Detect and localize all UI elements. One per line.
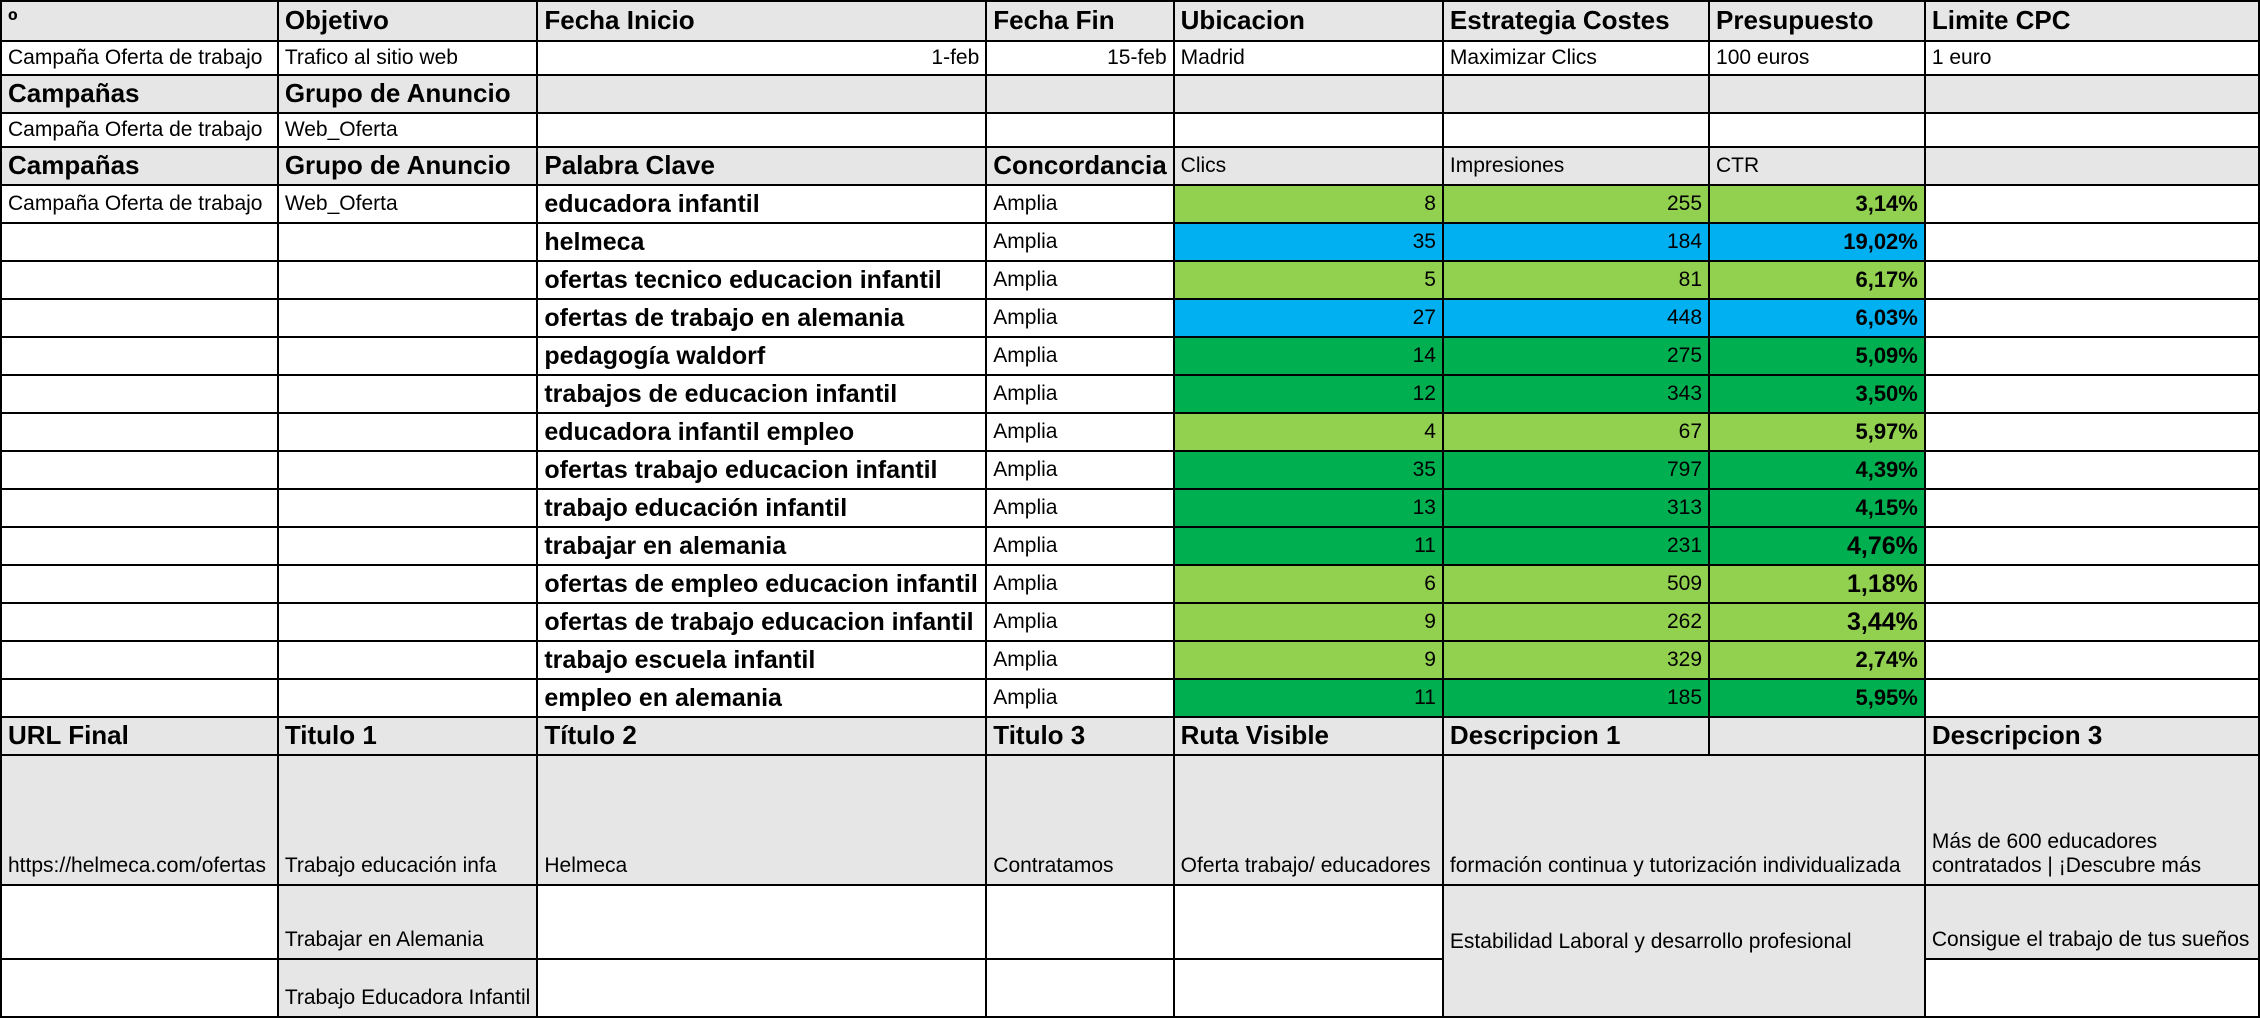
ctr-cell[interactable]: 4,39%	[1709, 451, 1925, 489]
ad-title1-cell[interactable]: Trabajo educación infa	[278, 755, 538, 885]
empty-cell[interactable]	[1174, 959, 1443, 1017]
keyword-campaign-cell[interactable]	[1, 261, 278, 299]
clicks-cell[interactable]: 6	[1174, 565, 1443, 603]
ad-header-descripcion-3[interactable]: Descripcion 3	[1925, 717, 2259, 755]
keyword-row	[1, 299, 2259, 337]
ad-desc3-cell[interactable]: Más de 600 educadores contratados | ¡Descubre más	[1925, 755, 2259, 885]
kw-header-grupo[interactable]: Grupo de Anuncio	[278, 147, 538, 185]
ad-desc3-row2-cell[interactable]: Consigue el trabajo de tus sueños	[1925, 885, 2259, 959]
campaign-location-cell[interactable]: Madrid	[1174, 41, 1443, 75]
keyword-cell[interactable]: educadora infantil	[537, 185, 986, 223]
impressions-cell[interactable]: 81	[1443, 261, 1709, 299]
ctr-cell[interactable]: 3,50%	[1709, 375, 1925, 413]
ad-header-titulo-2[interactable]: Título 2	[537, 717, 986, 755]
keyword-row	[1, 527, 2259, 565]
impressions-cell[interactable]: 262	[1443, 603, 1709, 641]
ctr-cell[interactable]: 1,18%	[1709, 565, 1925, 603]
empty-cell[interactable]	[1925, 413, 2259, 451]
ctr-cell[interactable]: 5,95%	[1709, 679, 1925, 717]
match-type-cell[interactable]: Amplia	[986, 375, 1173, 413]
empty-cell[interactable]	[986, 75, 1173, 113]
empty-cell[interactable]	[1925, 679, 2259, 717]
keyword-cell[interactable]: pedagogía waldorf	[537, 337, 986, 375]
ad-url-cell[interactable]: https://helmeca.com/ofertas	[1, 755, 278, 885]
clicks-cell[interactable]: 8	[1174, 185, 1443, 223]
keyword-group-cell[interactable]	[278, 565, 538, 603]
keyword-campaign-cell[interactable]	[1, 565, 278, 603]
campaign-strategy-cell[interactable]: Maximizar Clics	[1443, 41, 1709, 75]
empty-cell[interactable]	[537, 75, 986, 113]
impressions-cell[interactable]: 329	[1443, 641, 1709, 679]
impressions-cell[interactable]: 185	[1443, 679, 1709, 717]
clicks-cell[interactable]: 5	[1174, 261, 1443, 299]
keyword-campaign-cell[interactable]: Campaña Oferta de trabajo	[1, 185, 278, 223]
empty-cell[interactable]	[1925, 185, 2259, 223]
empty-cell[interactable]	[1925, 299, 2259, 337]
keyword-group-cell[interactable]	[278, 223, 538, 261]
keyword-group-cell[interactable]	[278, 299, 538, 337]
empty-cell[interactable]	[1925, 565, 2259, 603]
impressions-cell[interactable]: 275	[1443, 337, 1709, 375]
clicks-cell[interactable]: 35	[1174, 451, 1443, 489]
clicks-cell[interactable]: 12	[1174, 375, 1443, 413]
clicks-cell[interactable]: 27	[1174, 299, 1443, 337]
group-header-campanas[interactable]: Campañas	[1, 75, 278, 113]
ad-title1-row2-cell[interactable]: Trabajar en Alemania	[278, 885, 538, 959]
empty-cell[interactable]	[1174, 113, 1443, 147]
campaign-row	[1, 41, 2259, 75]
keyword-group-cell[interactable]	[278, 375, 538, 413]
match-type-cell[interactable]: Amplia	[986, 223, 1173, 261]
keyword-cell[interactable]: trabajos de educacion infantil	[537, 375, 986, 413]
keyword-header-row	[1, 147, 2259, 185]
match-type-cell[interactable]: Amplia	[986, 413, 1173, 451]
empty-cell[interactable]	[1174, 885, 1443, 959]
keyword-row	[1, 261, 2259, 299]
keyword-campaign-cell[interactable]	[1, 223, 278, 261]
keyword-group-cell[interactable]	[278, 679, 538, 717]
ad-title2-cell[interactable]: Helmeca	[537, 755, 986, 885]
keyword-cell[interactable]: educadora infantil empleo	[537, 413, 986, 451]
keyword-group-cell[interactable]	[278, 603, 538, 641]
keyword-campaign-cell[interactable]	[1, 299, 278, 337]
campaign-budget-cell[interactable]: 100 euros	[1709, 41, 1925, 75]
header-cell-ubicacion[interactable]: Ubicacion	[1174, 1, 1443, 41]
keyword-cell[interactable]: ofertas de trabajo en alemania	[537, 299, 986, 337]
header-cell-presupuesto[interactable]: Presupuesto	[1709, 1, 1925, 41]
empty-cell[interactable]	[537, 885, 986, 959]
match-type-cell[interactable]: Amplia	[986, 641, 1173, 679]
keyword-row	[1, 375, 2259, 413]
keyword-campaign-cell[interactable]	[1, 527, 278, 565]
ctr-cell[interactable]: 5,97%	[1709, 413, 1925, 451]
keyword-row	[1, 413, 2259, 451]
keyword-group-cell[interactable]: Web_Oferta	[278, 185, 538, 223]
empty-cell[interactable]	[537, 959, 986, 1017]
keyword-group-cell[interactable]	[278, 261, 538, 299]
campaign-cpc-cell[interactable]: 1 euro	[1925, 41, 2259, 75]
keyword-campaign-cell[interactable]	[1, 489, 278, 527]
ctr-cell[interactable]: 4,76%	[1709, 527, 1925, 565]
header-cell-fecha-inicio[interactable]: Fecha Inicio	[537, 1, 986, 41]
ad-desc1-row2-cell[interactable]: Estabilidad Laboral y desarrollo profesional	[1443, 885, 1925, 1017]
ad-title3-cell[interactable]: Contratamos	[986, 755, 1173, 885]
keyword-row	[1, 337, 2259, 375]
keyword-row	[1, 641, 2259, 679]
empty-cell[interactable]	[1925, 603, 2259, 641]
match-type-cell[interactable]: Amplia	[986, 565, 1173, 603]
empty-cell[interactable]	[1925, 337, 2259, 375]
header-cell-num[interactable]: º	[1, 1, 278, 41]
keyword-cell[interactable]: trabajar en alemania	[537, 527, 986, 565]
empty-cell[interactable]	[1925, 527, 2259, 565]
kw-header-concordancia[interactable]: Concordancia	[986, 147, 1173, 185]
match-type-cell[interactable]: Amplia	[986, 185, 1173, 223]
empty-cell[interactable]	[1925, 113, 2259, 147]
impressions-cell[interactable]: 509	[1443, 565, 1709, 603]
empty-cell[interactable]	[1925, 489, 2259, 527]
header-cell-fecha-fin[interactable]: Fecha Fin	[986, 1, 1173, 41]
group-header-grupo[interactable]: Grupo de Anuncio	[278, 75, 538, 113]
empty-cell[interactable]	[1925, 147, 2259, 185]
empty-cell[interactable]	[1925, 223, 2259, 261]
ad-header-url[interactable]: URL Final	[1, 717, 278, 755]
keyword-campaign-cell[interactable]	[1, 337, 278, 375]
keyword-group-cell[interactable]	[278, 451, 538, 489]
ctr-cell[interactable]: 4,15%	[1709, 489, 1925, 527]
ctr-cell[interactable]: 6,03%	[1709, 299, 1925, 337]
impressions-cell[interactable]: 255	[1443, 185, 1709, 223]
keyword-cell[interactable]: ofertas tecnico educacion infantil	[537, 261, 986, 299]
ctr-cell[interactable]: 3,44%	[1709, 603, 1925, 641]
clicks-cell[interactable]: 9	[1174, 603, 1443, 641]
keyword-cell[interactable]: trabajo educación infantil	[537, 489, 986, 527]
empty-cell[interactable]	[537, 113, 986, 147]
keyword-cell[interactable]: empleo en alemania	[537, 679, 986, 717]
empty-cell[interactable]	[1925, 75, 2259, 113]
keyword-row	[1, 679, 2259, 717]
ctr-cell[interactable]: 6,17%	[1709, 261, 1925, 299]
keyword-cell[interactable]: ofertas de trabajo educacion infantil	[537, 603, 986, 641]
clicks-cell[interactable]: 13	[1174, 489, 1443, 527]
keyword-group-cell[interactable]	[278, 527, 538, 565]
empty-cell[interactable]	[1709, 113, 1925, 147]
keyword-cell[interactable]: ofertas trabajo educacion infantil	[537, 451, 986, 489]
match-type-cell[interactable]: Amplia	[986, 451, 1173, 489]
clicks-cell[interactable]: 9	[1174, 641, 1443, 679]
ad-header-row	[1, 717, 2259, 755]
header-cell-limite-cpc[interactable]: Limite CPC	[1925, 1, 2259, 41]
ad-header-empty[interactable]	[1709, 717, 1925, 755]
empty-cell[interactable]	[986, 113, 1173, 147]
ad-header-titulo-1[interactable]: Titulo 1	[278, 717, 538, 755]
campaign-name-cell[interactable]: Campaña Oferta de trabajo	[1, 41, 278, 75]
ctr-cell[interactable]: 5,09%	[1709, 337, 1925, 375]
match-type-cell[interactable]: Amplia	[986, 489, 1173, 527]
empty-cell[interactable]	[986, 959, 1173, 1017]
match-type-cell[interactable]: Amplia	[986, 679, 1173, 717]
ctr-cell[interactable]: 2,74%	[1709, 641, 1925, 679]
group-campaign-cell[interactable]: Campaña Oferta de trabajo	[1, 113, 278, 147]
clicks-cell[interactable]: 35	[1174, 223, 1443, 261]
kw-header-clics[interactable]: Clics	[1174, 147, 1443, 185]
empty-cell[interactable]	[1925, 959, 2259, 1017]
empty-cell[interactable]	[1925, 641, 2259, 679]
keyword-row	[1, 489, 2259, 527]
keyword-campaign-cell[interactable]	[1, 603, 278, 641]
keyword-row	[1, 223, 2259, 261]
ad-header-titulo-3[interactable]: Titulo 3	[986, 717, 1173, 755]
ad-desc1-cell[interactable]: formación continua y tutorización individualizada	[1443, 755, 1925, 885]
ad-title1-row3-cell[interactable]: Trabajo Educadora Infantil	[278, 959, 538, 1017]
kw-header-palabra-clave[interactable]: Palabra Clave	[537, 147, 986, 185]
campaign-start-cell[interactable]: 1-feb	[537, 41, 986, 75]
keyword-campaign-cell[interactable]	[1, 413, 278, 451]
campaign-end-cell[interactable]: 15-feb	[986, 41, 1173, 75]
empty-cell[interactable]	[1, 959, 278, 1017]
match-type-cell[interactable]: Amplia	[986, 527, 1173, 565]
header-row	[1, 1, 2259, 41]
kw-header-campanas[interactable]: Campañas	[1, 147, 278, 185]
clicks-cell[interactable]: 14	[1174, 337, 1443, 375]
keyword-row	[1, 565, 2259, 603]
impressions-cell[interactable]: 797	[1443, 451, 1709, 489]
keyword-row	[1, 185, 2259, 223]
empty-cell[interactable]	[1925, 375, 2259, 413]
match-type-cell[interactable]: Amplia	[986, 337, 1173, 375]
clicks-cell[interactable]: 11	[1174, 527, 1443, 565]
ad-row-2	[1, 885, 2259, 959]
impressions-cell[interactable]: 448	[1443, 299, 1709, 337]
keyword-cell[interactable]: helmeca	[537, 223, 986, 261]
impressions-cell[interactable]: 231	[1443, 527, 1709, 565]
empty-cell[interactable]	[1709, 75, 1925, 113]
kw-header-impresiones[interactable]: Impresiones	[1443, 147, 1709, 185]
match-type-cell[interactable]: Amplia	[986, 299, 1173, 337]
keyword-group-cell[interactable]	[278, 337, 538, 375]
ad-header-descripcion-1[interactable]: Descripcion 1	[1443, 717, 1709, 755]
empty-cell[interactable]	[986, 885, 1173, 959]
keyword-row	[1, 603, 2259, 641]
header-cell-objetivo[interactable]: Objetivo	[278, 1, 538, 41]
keyword-campaign-cell[interactable]	[1, 641, 278, 679]
empty-cell[interactable]	[1925, 451, 2259, 489]
empty-cell[interactable]	[1925, 261, 2259, 299]
ctr-cell[interactable]: 3,14%	[1709, 185, 1925, 223]
empty-cell[interactable]	[1443, 113, 1709, 147]
ad-header-ruta-visible[interactable]: Ruta Visible	[1174, 717, 1443, 755]
empty-cell[interactable]	[1443, 75, 1709, 113]
header-cell-estrategia[interactable]: Estrategia Costes	[1443, 1, 1709, 41]
impressions-cell[interactable]: 67	[1443, 413, 1709, 451]
clicks-cell[interactable]: 4	[1174, 413, 1443, 451]
kw-header-ctr[interactable]: CTR	[1709, 147, 1925, 185]
ctr-cell[interactable]: 19,02%	[1709, 223, 1925, 261]
keyword-campaign-cell[interactable]	[1, 451, 278, 489]
keyword-group-cell[interactable]	[278, 489, 538, 527]
match-type-cell[interactable]: Amplia	[986, 261, 1173, 299]
keyword-cell[interactable]: trabajo escuela infantil	[537, 641, 986, 679]
group-name-cell[interactable]: Web_Oferta	[278, 113, 538, 147]
impressions-cell[interactable]: 313	[1443, 489, 1709, 527]
ad-path-cell[interactable]: Oferta trabajo/ educadores	[1174, 755, 1443, 885]
keyword-cell[interactable]: ofertas de empleo educacion infantil	[537, 565, 986, 603]
keyword-group-cell[interactable]	[278, 413, 538, 451]
campaign-objective-cell[interactable]: Trafico al sitio web	[278, 41, 538, 75]
keyword-row	[1, 451, 2259, 489]
empty-cell[interactable]	[1174, 75, 1443, 113]
ad-row-1	[1, 755, 2259, 885]
keyword-campaign-cell[interactable]	[1, 679, 278, 717]
group-row	[1, 113, 2259, 147]
group-header-row	[1, 75, 2259, 113]
impressions-cell[interactable]: 343	[1443, 375, 1709, 413]
keyword-campaign-cell[interactable]	[1, 375, 278, 413]
impressions-cell[interactable]: 184	[1443, 223, 1709, 261]
empty-cell[interactable]	[1, 885, 278, 959]
match-type-cell[interactable]: Amplia	[986, 603, 1173, 641]
keyword-group-cell[interactable]	[278, 641, 538, 679]
clicks-cell[interactable]: 11	[1174, 679, 1443, 717]
